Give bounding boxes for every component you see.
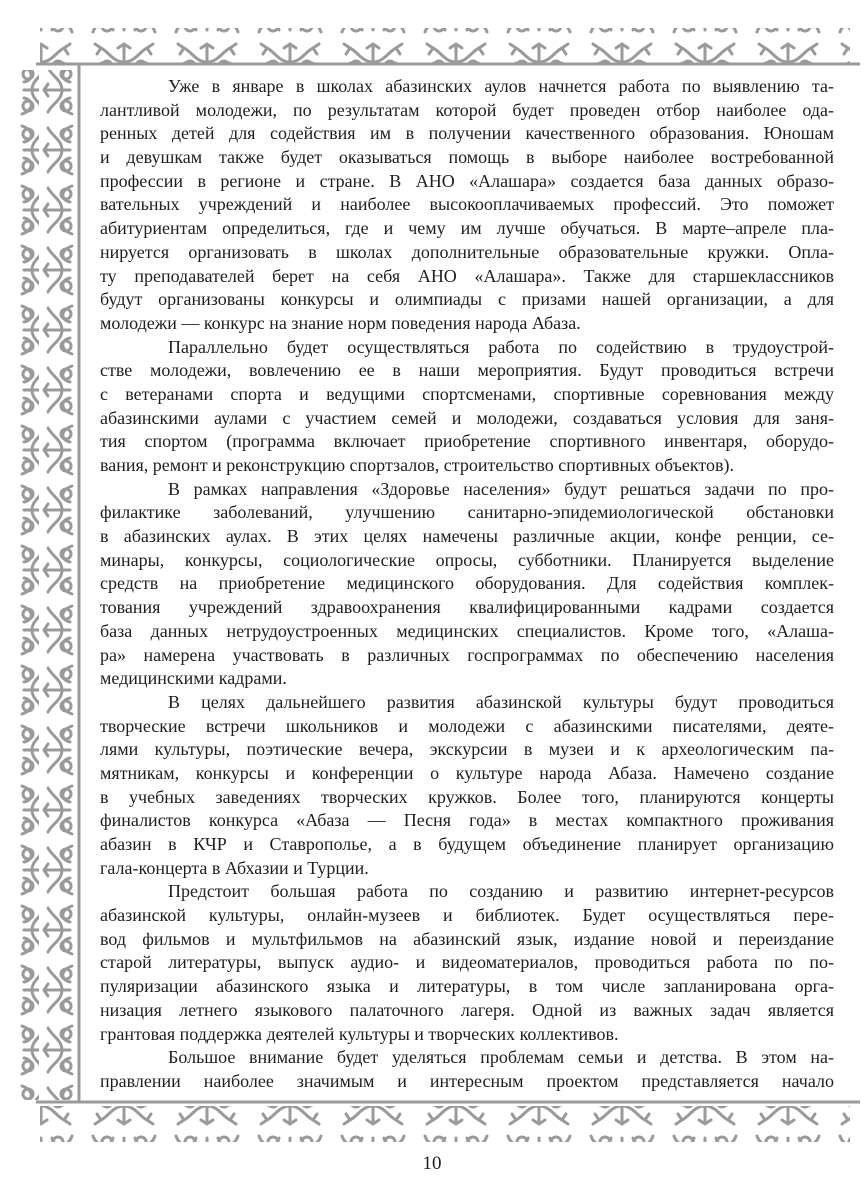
- paragraph: [100, 880, 834, 1046]
- text-line: В рамках направления «Здоровье населения» будут решаться задачи по про-: [168, 478, 834, 499]
- text-line: творческие встречи школьников и молодежи с абазинскими писателями, деяте-: [100, 715, 834, 736]
- text-line: низация летнего языкового палаточного лагеря. Одной из важных задач является: [100, 999, 834, 1020]
- body-text: [100, 75, 834, 1094]
- text-line: Уже в январе в школах абазинских аулов начнется работа по выявлению та-: [168, 76, 834, 96]
- text-line: база данных нетрудоустроенных медицинских специалистов. Кроме того, «Алаша-: [100, 620, 834, 641]
- text-line: стве молодежи, вовлечению ее в наши мероприятия. Будут проводиться встречи: [100, 360, 834, 381]
- text-line: с ветеранами спорта и ведущими спортсменами, спортивные соревнования между: [100, 383, 834, 404]
- text-line: нируется организовать в школах дополнительные образовательные кружки. Опла-: [100, 241, 834, 262]
- text-line: абазин в КЧР и Ставрополье, а в будущем объединение планирует организацию: [100, 834, 834, 854]
- text-line: в абазинских аулах. В этих целях намечены различные акции, конфе ренции, се-: [100, 526, 834, 547]
- text-line: медицинскими кадрами.: [100, 668, 287, 689]
- text-line: в учебных заведениях творческих кружков. Более того, планируются концерты: [100, 786, 834, 807]
- left-ornament: [40, 70, 78, 1100]
- paragraph: [100, 691, 834, 881]
- text-line: средств на приобретение медицинского оборудования. Для содействия комплек-: [100, 573, 834, 594]
- text-line: старой литературы, выпуск аудио- и видеоматериалов, проводиться работа по по-: [100, 952, 834, 973]
- text-line: и девушкам также будет оказываться помощь в выборе наиболее востребованной: [100, 147, 834, 168]
- text-line: ра» намерена участвовать в различных госпрограммах по обеспечению населения: [100, 644, 834, 665]
- bottom-ornament: [40, 1106, 850, 1142]
- text-line: будут организованы конкурсы и олимпиады с призами нашей организации, а для: [100, 289, 834, 310]
- text-line: вания, ремонт и реконструкцию спортзалов, строительство спортивных объектов).: [100, 455, 734, 475]
- text-line: Предстоит большая работа по созданию и развитию интернет-ресурсов: [168, 881, 834, 902]
- text-line: ренных детей для содействия им в получении качественного образования. Юношам: [100, 123, 834, 144]
- text-line: правлении наиболее значимым и интересным проектом представляется начало: [100, 1070, 834, 1091]
- text-line: тования учреждений здравоохранения квалифицированными кадрами создается: [100, 597, 834, 618]
- text-line: абитуриентам определиться, где и чему им лучше обучаться. В марте–апреле пла-: [100, 218, 834, 239]
- text-line: лантливой молодежи, по результатам которой будет проведен отбор наиболее ода-: [100, 99, 834, 120]
- text-line: абазинскими аулами с участием семей и молодежи, создаваться условия для заня-: [100, 407, 834, 428]
- page-number: 10: [422, 1153, 442, 1174]
- text-line: вод фильмов и мультфильмов на абазинский язык, издание новой и переиздание: [100, 928, 834, 949]
- text-line: Большое внимание будет уделяться проблемам семьи и детства. В этом на-: [168, 1047, 834, 1068]
- text-line: тия спортом (программа включает приобретение спортивного инвентаря, оборудо-: [100, 431, 834, 452]
- text-line: гала-концерта в Абхазии и Турции.: [100, 857, 369, 878]
- paragraph: [100, 336, 834, 478]
- text-line: грантовая поддержка деятелей культуры и творческих коллективов.: [100, 1023, 619, 1044]
- text-line: финалистов конкурса «Абаза — Песня года» в местах компактного проживания: [100, 810, 834, 831]
- text-line: лями культуры, поэтические вечера, экскурсии в музеи и к археологическим па-: [100, 739, 834, 760]
- text-line: ту преподавателей берет на себя АНО «Алашара». Также для старшеклассников: [100, 265, 834, 286]
- paragraph: [100, 75, 834, 336]
- text-line: вательных учреждений и наиболее высокооплачиваемых профессий. Это поможет: [100, 194, 834, 215]
- text-line: молодежи — конкурс на знание норм поведения народа Абаза.: [100, 312, 581, 333]
- text-line: пуляризации абазинского языка и литературы, в том числе запланирована орга-: [100, 976, 834, 997]
- text-line: Параллельно будет осуществляться работа по содействию в трудоустрой-: [168, 336, 834, 357]
- text-line: В целях дальнейшего развития абазинской культуры будут проводиться: [168, 691, 834, 712]
- text-line: профессии в регионе и стране. В АНО «Алашара» создается база данных образо-: [100, 170, 834, 191]
- text-line: абазинской культуры, онлайн-музеев и библиотек. Будет осуществляться пере-: [100, 905, 834, 926]
- text-line: филактике заболеваний, улучшению санитарно-эпидемиологической обстановки: [100, 502, 834, 523]
- text-line: мятникам, конкурсы и конференции о культуре народа Абаза. Намечено создание: [100, 762, 834, 783]
- top-ornament: [40, 28, 850, 64]
- paragraph: [100, 478, 834, 691]
- paragraph: [100, 1046, 834, 1093]
- text-line: минары, конкурсы, социологические опросы, субботники. Планируется выделение: [100, 549, 834, 570]
